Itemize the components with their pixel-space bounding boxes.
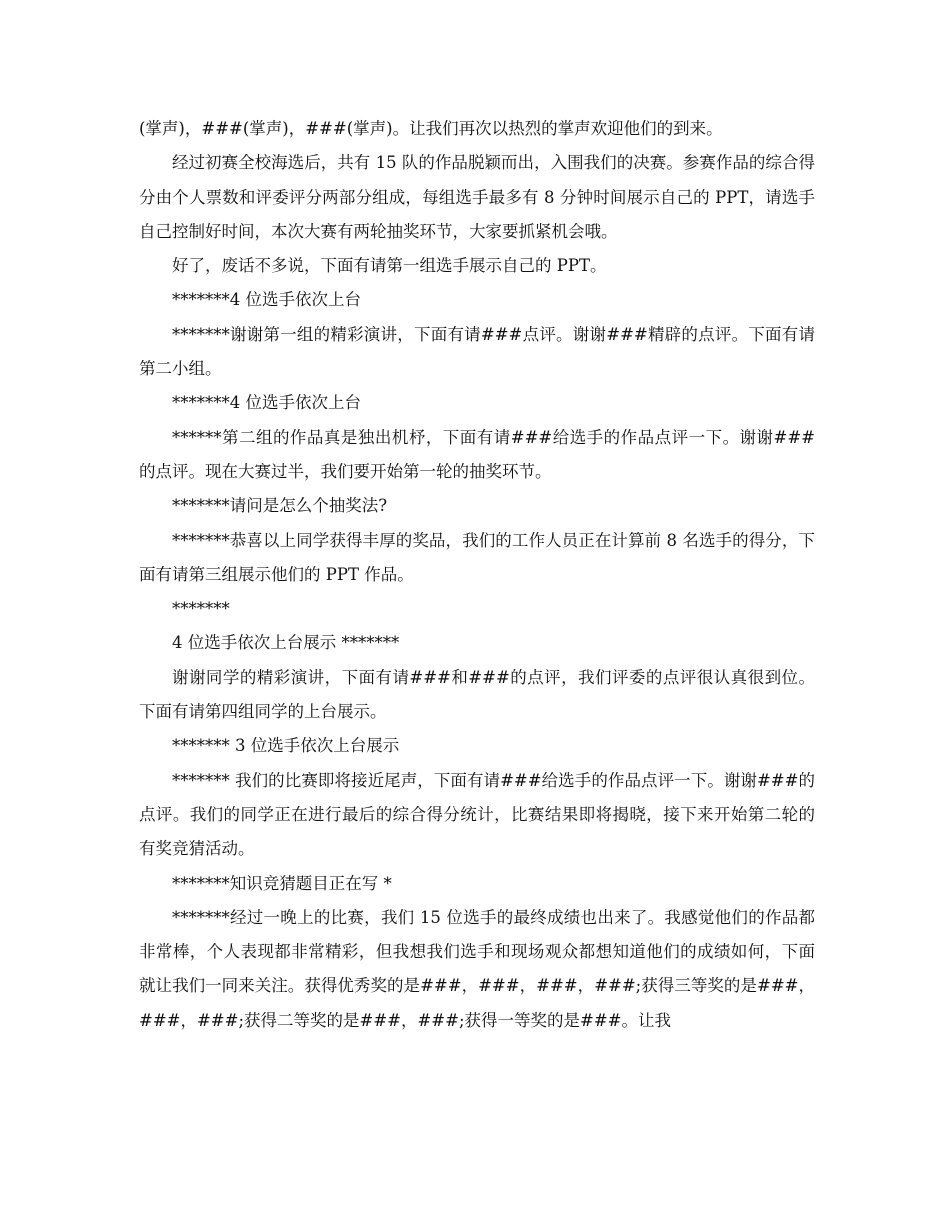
paragraph: *******4 位选手依次上台 <box>172 290 361 310</box>
paragraph: *******经过一晚上的比赛，我们 15 位选手的最终成绩也出来了。我感觉他们的作品都非常棒，个人表现都非常精彩，但我想我们选手和现场观众都想知道他们的成绩如何，下面就让我们一同来关注。获得优秀奖的是###，###，###，###;获得三等奖的是###，###，###;获得二等奖的是###，###;获得一等奖的是###。让我 <box>139 907 815 1030</box>
paragraph: *******4 位选手依次上台 <box>172 393 361 413</box>
paragraph: (掌声)，###(掌声)，###(掌声)。让我们再次以热烈的掌声欢迎他们的到来。 <box>139 119 723 138</box>
paragraph: ******* <box>172 599 230 619</box>
paragraph: *******谢谢第一组的精彩演讲，下面有请###点评。谢谢###精辟的点评。下面有请第二小组。 <box>139 324 815 379</box>
paragraph: 好了，废话不多说，下面有请第一组选手展示自己的 PPT。 <box>172 256 607 276</box>
paragraph: ******* 3 位选手依次上台展示 <box>172 736 400 756</box>
paragraph: 4 位选手依次上台展示 ******* <box>172 633 400 653</box>
paragraph: ******第二组的作品真是独出机杼，下面有请###给选手的作品点评一下。谢谢###的点评。现在大赛过半，我们要开始第一轮的抽奖环节。 <box>139 427 815 481</box>
document-body <box>139 112 815 1038</box>
paragraph: ******* 我们的比赛即将接近尾声，下面有请###给选手的作品点评一下。谢谢###的点评。我们的同学正在进行最后的综合得分统计，比赛结果即将揭晓，接下来开始第二轮的有奖竞猜活动。 <box>139 770 815 859</box>
paragraph: *******恭喜以上同学获得丰厚的奖品，我们的工作人员正在计算前 8 名选手的得分，下面有请第三组展示他们的 PPT 作品。 <box>139 530 815 584</box>
paragraph: *******知识竞猜题目正在写 * <box>172 873 392 893</box>
paragraph: *******请问是怎么个抽奖法? <box>172 496 388 516</box>
paragraph: 谢谢同学的精彩演讲，下面有请###和###的点评，我们评委的点评很认真很到位。下面有请第四组同学的上台展示。 <box>139 667 815 722</box>
paragraph: 经过初赛全校海选后，共有 15 队的作品脱颖而出，入围我们的决赛。参赛作品的综合得分由个人票数和评委评分两部分组成，每组选手最多有 8 分钟时间展示自己的 PPT，请选手自己控制好时间，本次大赛有两轮抽奖环节，大家要抓紧机会哦。 <box>139 153 815 241</box>
